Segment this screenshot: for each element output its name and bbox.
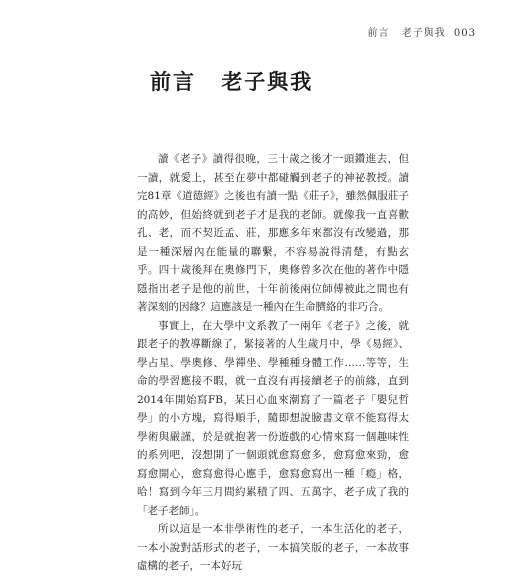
paragraph: 事實上，在大學中文系教了一兩年《老子》之後，就跟老子的教導斷線了，緊接著的人生歲月中，學《易經》、學占星、學奧修、學禪坐、學種種身體工作……等等，生命的學習應接不暇，就一直沒有再接續老子的前緣，直到2014年開始寫FB，某日心血來潮寫了一篇老子「嬰兒哲學」的小方塊，寫得順手，隨即想說臉書文章不能寫得太學術與嚴謹，於是就抱著一份遊戲的心情來寫一個趣味性的系列吧，沒想開了一個頭就愈寫愈多，愈寫愈來勁，愈寫愈開心，愈寫愈得心應手，愈寫愈寫出一種「瘾」格，哈！寫到今年三月間約累積了四、五萬字，老子成了我的「老子老師」。 bbox=[137, 319, 409, 517]
running-header-section: 前言 bbox=[367, 28, 390, 39]
running-header bbox=[368, 24, 476, 39]
chapter-title-text: 老子與我 bbox=[221, 69, 314, 94]
chapter-title bbox=[150, 66, 313, 96]
chapter-title-label: 前言 bbox=[150, 69, 196, 94]
page-number: 003 bbox=[453, 28, 476, 39]
running-header-chapter: 老子與我 bbox=[401, 28, 446, 39]
body-text bbox=[137, 150, 409, 576]
paragraph: 所以這是一本非學術性的老子，一本生活化的老子，一本小說對話形式的老子，一本搞笑版的老子，一本故事虛構的老子，一本好玩 bbox=[137, 523, 409, 572]
paragraph: 讀《老子》讀得很晚，三十歲之後才一頭鑽進去，但一讀，就愛上，甚至在夢中都碰觸到老子的神祕教授。讀完81章《道德經》之後也有讀一點《莊子》，雖然佩服莊子的高妙，但始終就到老子才是我的老師。就像我一直喜歡孔、老，而不契近孟、莊，那應多年來都沒有改變過，那是一種深層內在能量的聯繫，不容易說得清楚，有點玄乎。四十歲後拜在奧修門下，奧修曾多次在他的著作中隱隱指出老子是他的前世，十年前後兩位師傅被此之間也有著深刻的因緣？這應該是一種內在生命臍絡的非巧合。 bbox=[137, 153, 409, 313]
